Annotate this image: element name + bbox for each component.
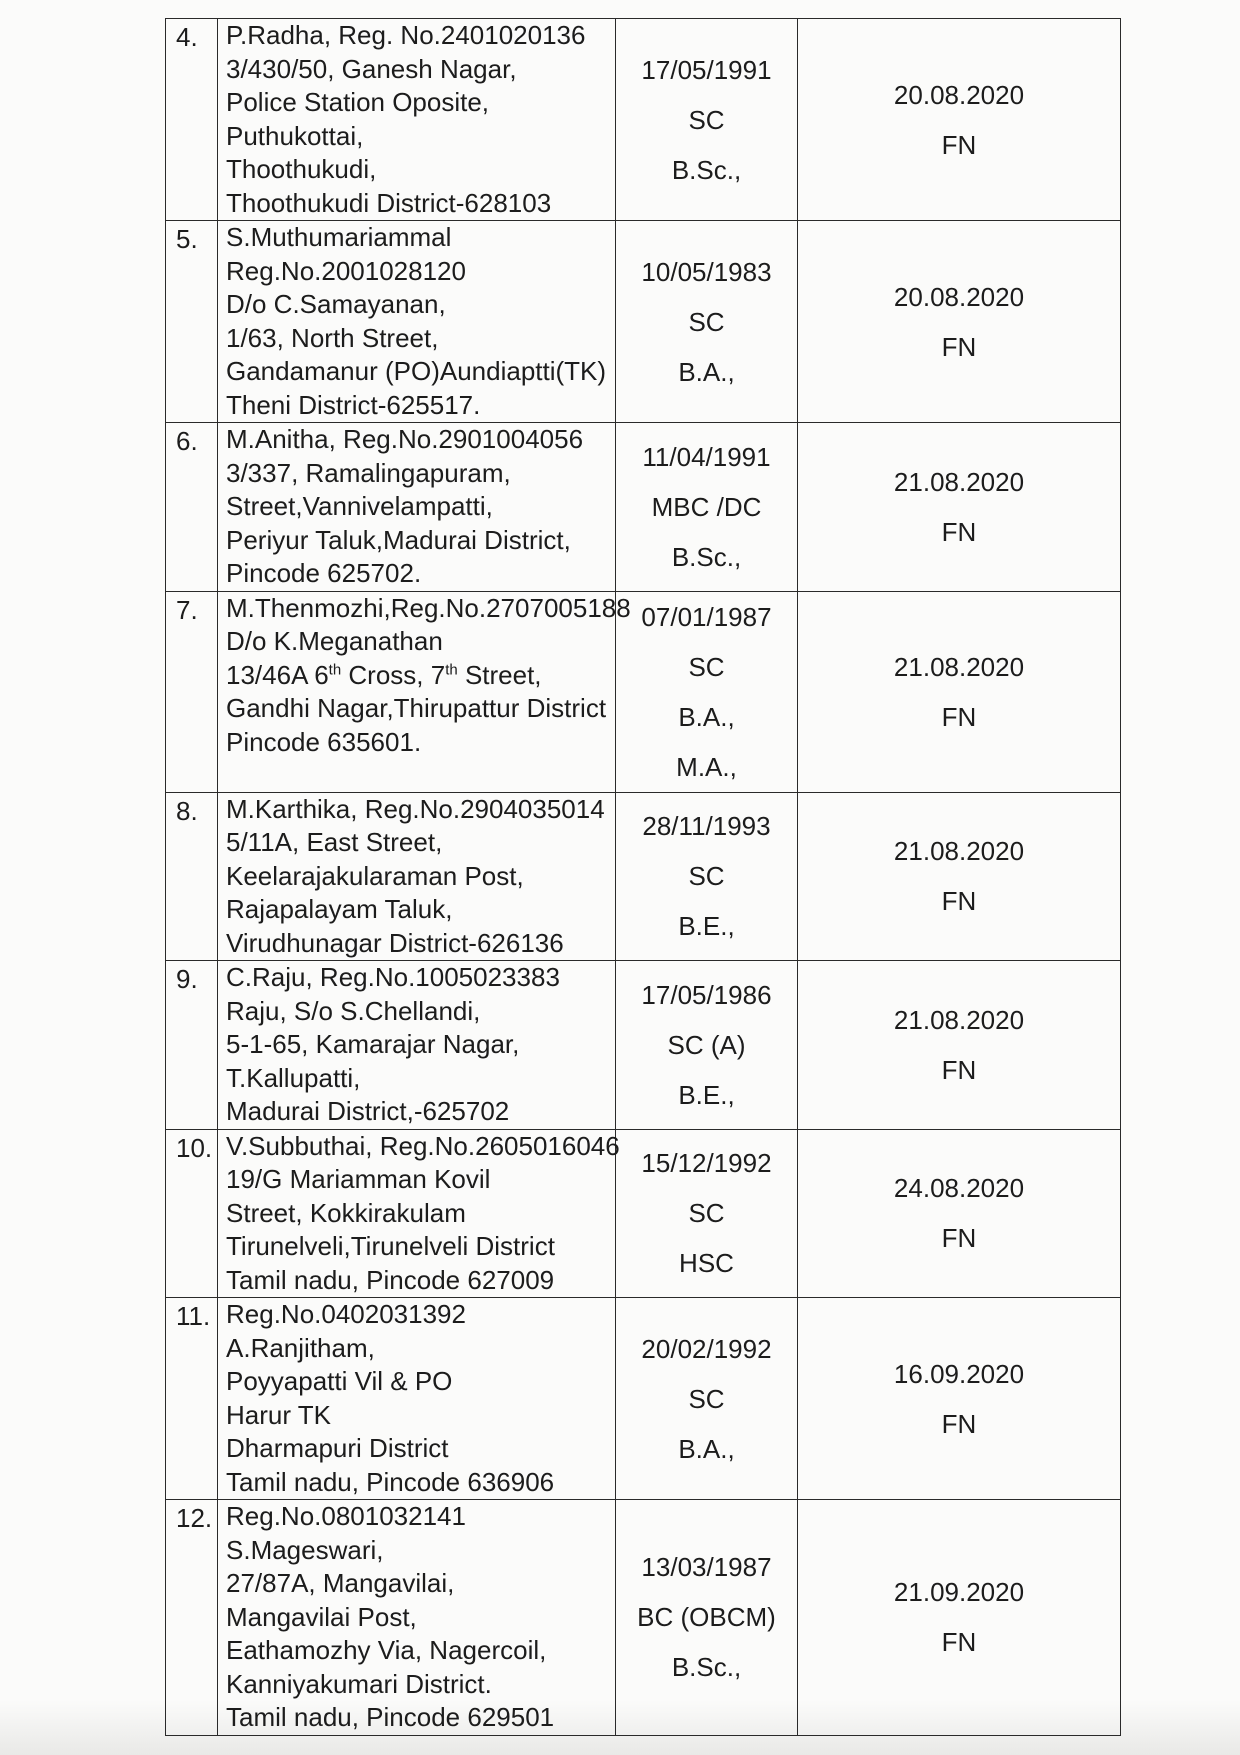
- serial-number: 11.: [166, 1298, 218, 1500]
- address-line: Raju, S/o S.Chellandi,: [226, 995, 481, 1026]
- community: SC: [688, 861, 725, 892]
- candidate-address: [218, 591, 631, 792]
- address-line: A.Ranjitham,: [226, 1332, 375, 1363]
- qualification: HSC: [679, 1248, 734, 1279]
- address-line: Tamil nadu, Pincode 636906: [226, 1466, 555, 1497]
- qualification: B.A.,: [678, 356, 735, 387]
- address-line: P.Radha, Reg. No.2401020136: [226, 20, 586, 50]
- candidate-address: [218, 961, 616, 1130]
- qualification: B.Sc.,: [671, 541, 742, 572]
- exam-date-session: [798, 792, 1121, 961]
- address-line: Mangavilai Post,: [226, 1601, 417, 1632]
- dob-community-qualification: [616, 221, 798, 423]
- candidate-address: [218, 792, 616, 961]
- address-line: Theni District-625517.: [226, 389, 481, 420]
- address-line: 3/337, Ramalingapuram,: [226, 457, 511, 488]
- community: MBC /DC: [651, 491, 762, 522]
- qualification: B.E.,: [678, 911, 735, 942]
- exam-date-session: [798, 1298, 1121, 1500]
- address-line: Puthukottai,: [226, 120, 364, 151]
- table-row: [166, 1298, 1121, 1500]
- session: FN: [941, 1408, 977, 1439]
- exam-date: 20.08.2020: [893, 281, 1025, 312]
- address-line: Virudhunagar District-626136: [226, 927, 564, 958]
- session: FN: [941, 1223, 977, 1254]
- table-row: [166, 591, 1121, 792]
- community: SC: [688, 104, 725, 135]
- dob-community-qualification: [616, 1500, 798, 1736]
- dob-community-qualification: [616, 792, 798, 961]
- address-line: M.Thenmozhi,Reg.No.2707005188: [226, 592, 631, 623]
- address-line: Reg.No.0801032141: [226, 1501, 466, 1531]
- qualification: B.Sc.,: [671, 154, 742, 185]
- community: SC (A): [667, 1029, 746, 1060]
- address-line: Gandamanur (PO)Aundiaptti(TK): [226, 356, 607, 386]
- table-row: [166, 221, 1121, 423]
- session: FN: [941, 331, 977, 362]
- serial-number: 12.: [166, 1500, 218, 1736]
- candidate-address: [218, 1298, 616, 1500]
- table-row: [166, 1500, 1121, 1736]
- candidate-address: [218, 423, 616, 592]
- exam-date-session: [798, 591, 1121, 792]
- serial-number: 7.: [166, 591, 218, 792]
- community: SC: [688, 651, 725, 682]
- date-of-birth: 11/04/1991: [642, 441, 771, 472]
- qualification: B.A.,: [678, 701, 735, 732]
- address-line: S.Muthumariammal: [226, 222, 452, 252]
- exam-date: 21.08.2020: [893, 836, 1025, 867]
- address-line: Thoothukudi,: [226, 154, 377, 184]
- exam-date-session: [798, 1500, 1121, 1736]
- serial-number: 4.: [166, 19, 218, 221]
- address-line: 27/87A, Mangavilai,: [226, 1568, 455, 1598]
- address-line: C.Raju, Reg.No.1005023383: [226, 962, 560, 992]
- table-row: [166, 1129, 1121, 1298]
- date-of-birth: 15/12/1992: [641, 1148, 772, 1179]
- community: SC: [688, 1383, 725, 1414]
- exam-date: 21.08.2020: [893, 1004, 1025, 1035]
- community: BC (OBCM): [637, 1602, 776, 1633]
- address-line: Gandhi Nagar,Thirupattur District: [226, 693, 607, 723]
- session: FN: [941, 129, 977, 160]
- date-of-birth: 20/02/1992: [641, 1333, 772, 1364]
- address-line: Eathamozhy Via, Nagercoil,: [226, 1635, 547, 1665]
- exam-date-session: [798, 19, 1121, 221]
- candidate-table: [165, 18, 1121, 1736]
- address-line: 5-1-65, Kamarajar Nagar,: [226, 1029, 520, 1059]
- date-of-birth: 10/05/1983: [641, 256, 772, 287]
- address-line: M.Anitha, Reg.No.2901004056: [226, 424, 584, 454]
- community: SC: [688, 306, 725, 337]
- candidate-address: [218, 1500, 616, 1736]
- address-line: Tamil nadu, Pincode 629501: [226, 1702, 555, 1732]
- exam-date-session: [798, 221, 1121, 423]
- address-line: 5/11A, East Street,: [226, 827, 443, 857]
- date-of-birth: 07/01/1987: [641, 601, 772, 632]
- address-line: M.Karthika, Reg.No.2904035014: [226, 793, 605, 824]
- community: SC: [688, 1198, 725, 1229]
- address-line: Periyur Taluk,Madurai District,: [226, 524, 571, 555]
- serial-number: 8.: [166, 792, 218, 961]
- address-line: Pincode 635601.: [226, 726, 422, 757]
- address-line: Rajapalayam Taluk,: [226, 894, 453, 924]
- table-row: [166, 961, 1121, 1130]
- address-line: Tamil nadu, Pincode 627009: [226, 1264, 555, 1295]
- address-line: Pincode 625702.: [226, 558, 422, 588]
- qualification: M.A.,: [676, 751, 737, 782]
- address-line: Tirunelveli,Tirunelveli District: [226, 1231, 555, 1261]
- address-line: 13/46A 6th Cross, 7th Street,: [226, 659, 542, 690]
- date-of-birth: 13/03/1987: [641, 1552, 772, 1583]
- address-line: Poyyapatti Vil & PO: [226, 1366, 453, 1396]
- session: FN: [941, 1054, 977, 1085]
- candidate-address: [218, 221, 616, 423]
- date-of-birth: 17/05/1986: [641, 979, 772, 1010]
- address-line: 3/430/50, Ganesh Nagar,: [226, 53, 517, 84]
- exam-date-session: [798, 961, 1121, 1130]
- address-line: Dharmapuri District: [226, 1433, 449, 1463]
- dob-community-qualification: [616, 961, 798, 1130]
- candidate-address: [218, 1129, 620, 1298]
- exam-date: 24.08.2020: [893, 1173, 1025, 1204]
- session: FN: [941, 886, 977, 917]
- address-line: S.Mageswari,: [226, 1534, 384, 1565]
- address-line: Madurai District,-625702: [226, 1096, 510, 1126]
- address-line: Thoothukudi District-628103: [226, 187, 552, 218]
- serial-number: 5.: [166, 221, 218, 423]
- session: FN: [941, 516, 977, 547]
- table-row: [166, 19, 1121, 221]
- address-line: Harur TK: [226, 1399, 331, 1430]
- address-line: D/o C.Samayanan,: [226, 289, 446, 319]
- exam-date: 16.09.2020: [893, 1358, 1025, 1389]
- address-line: Street,Vannivelampatti,: [226, 491, 493, 521]
- exam-date: 21.09.2020: [893, 1577, 1025, 1608]
- address-line: 19/G Mariamman Kovil: [226, 1164, 491, 1194]
- serial-number: 6.: [166, 423, 218, 592]
- table-row: [166, 792, 1121, 961]
- dob-community-qualification: [616, 423, 798, 592]
- exam-date: 21.08.2020: [893, 651, 1025, 682]
- address-line: Police Station Oposite,: [226, 87, 490, 117]
- exam-date-session: [798, 423, 1121, 592]
- serial-number: 9.: [166, 961, 218, 1130]
- qualification: B.Sc.,: [671, 1652, 742, 1683]
- address-line: V.Subbuthai, Reg.No.2605016046: [226, 1130, 620, 1161]
- session: FN: [941, 701, 977, 732]
- address-line: Reg.No.0402031392: [226, 1299, 466, 1329]
- session: FN: [941, 1627, 977, 1658]
- address-line: Street, Kokkirakulam: [226, 1197, 466, 1228]
- date-of-birth: 28/11/1993: [642, 811, 771, 842]
- candidate-address: [218, 19, 616, 221]
- date-of-birth: 17/05/1991: [641, 54, 772, 85]
- address-line: D/o K.Meganathan: [226, 626, 443, 656]
- address-line: T.Kallupatti,: [226, 1062, 361, 1093]
- address-line: Kanniyakumari District.: [226, 1668, 492, 1699]
- table-row: [166, 423, 1121, 592]
- dob-community-qualification: [616, 1298, 798, 1500]
- dob-community-qualification: [616, 1129, 798, 1298]
- dob-community-qualification: [616, 591, 798, 792]
- address-line: Keelarajakularaman Post,: [226, 860, 524, 891]
- exam-date-session: [798, 1129, 1121, 1298]
- address-line: Reg.No.2001028120: [226, 255, 466, 286]
- exam-date: 20.08.2020: [893, 79, 1025, 110]
- address-line: 1/63, North Street,: [226, 322, 439, 353]
- dob-community-qualification: [616, 19, 798, 221]
- serial-number: 10.: [166, 1129, 218, 1298]
- exam-date: 21.08.2020: [893, 466, 1025, 497]
- qualification: B.A.,: [678, 1433, 735, 1464]
- qualification: B.E.,: [678, 1079, 735, 1110]
